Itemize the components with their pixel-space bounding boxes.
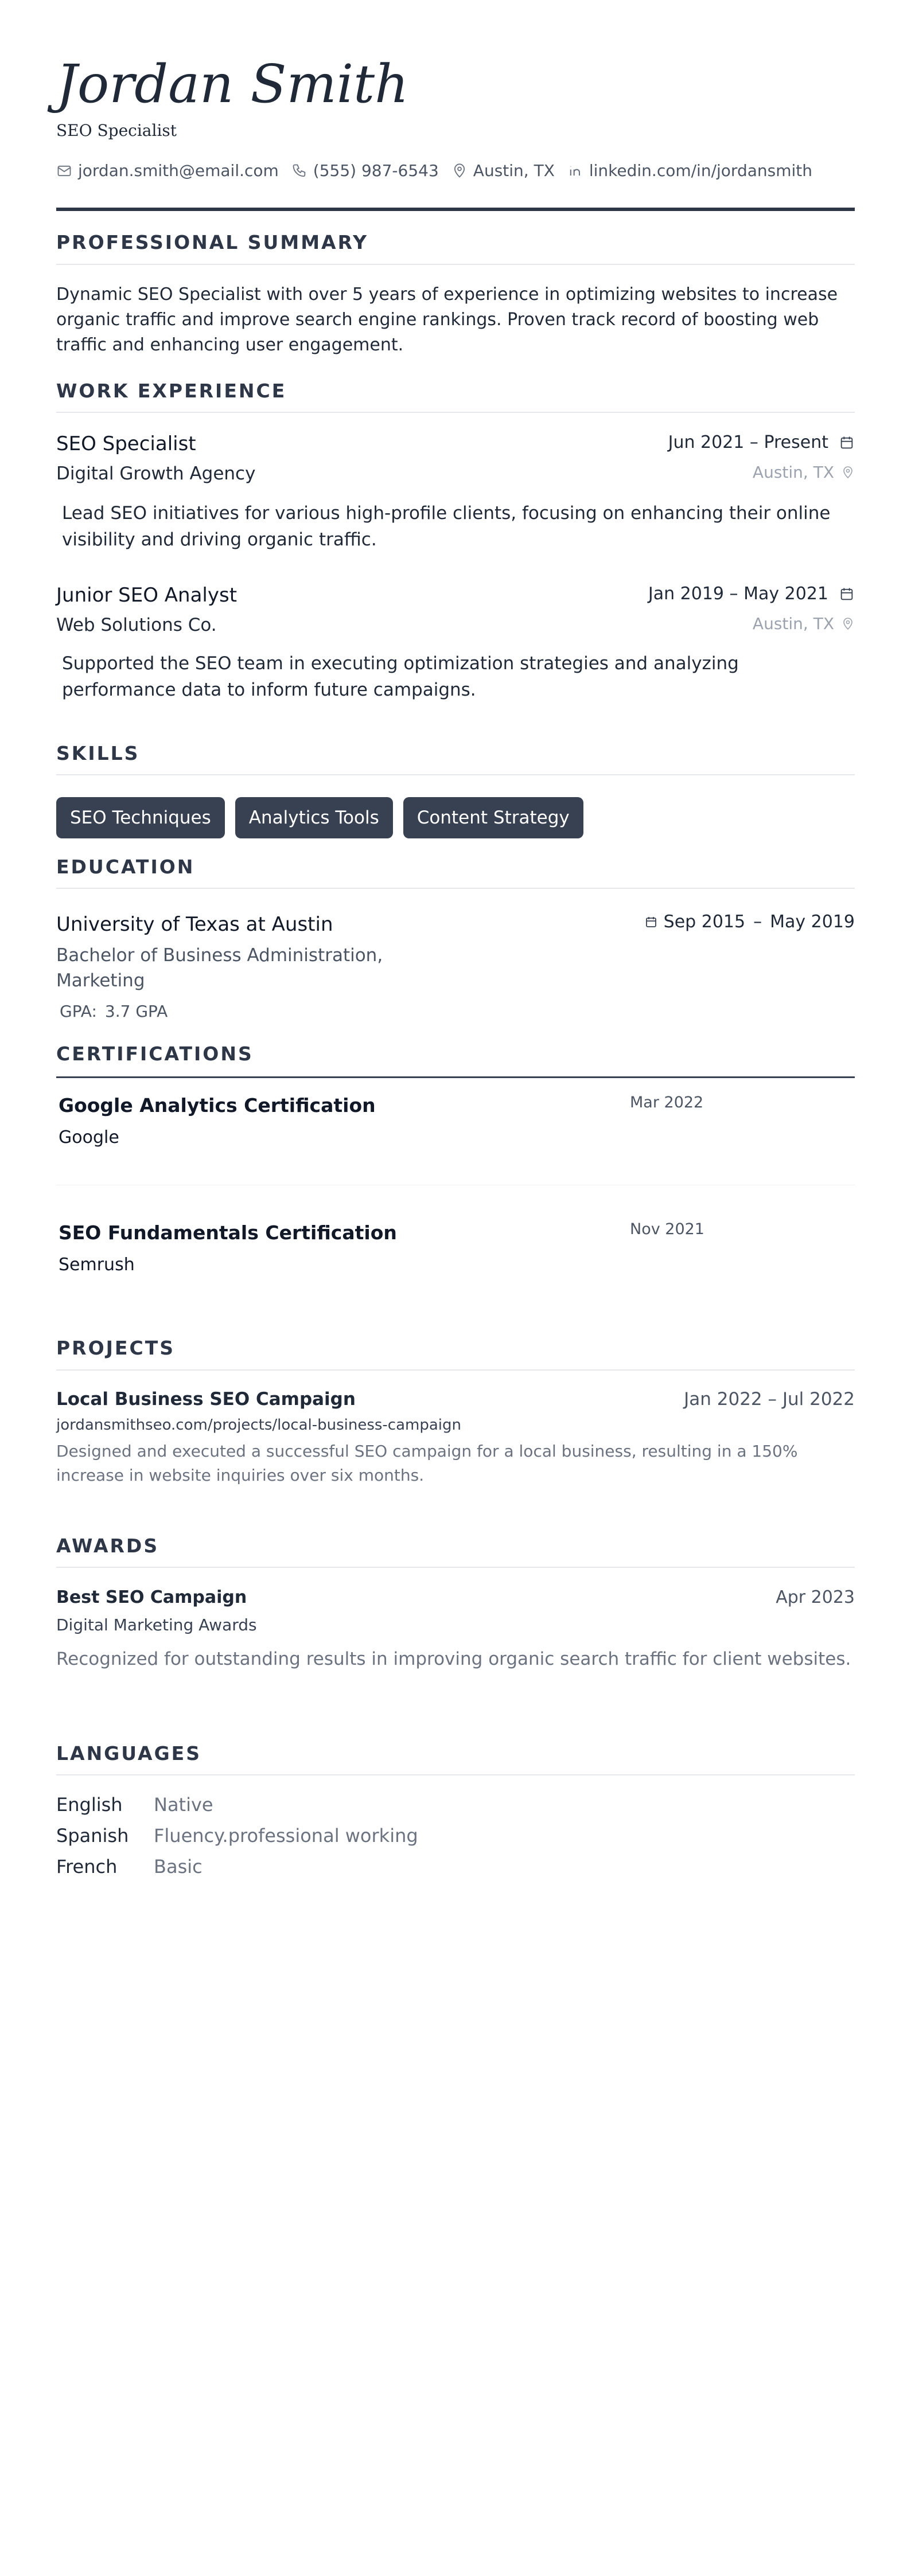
education-end: May 2019: [770, 912, 855, 932]
calendar-icon: [839, 435, 855, 451]
certification-issuer: Google: [59, 1127, 119, 1148]
job-dates-text: Jan 2019 – May 2021: [648, 584, 828, 604]
education-dates: [644, 911, 855, 934]
certification-issuer: Semrush: [59, 1255, 135, 1275]
location-text: Austin, TX: [473, 161, 555, 180]
job-location: [753, 614, 855, 634]
skills-divider: [56, 774, 855, 775]
education-degree: Bachelor of Business Administration, Marketing: [56, 945, 383, 991]
project-dates: Jan 2022 – Jul 2022: [684, 1389, 855, 1410]
mail-icon: [56, 163, 72, 179]
languages-divider: [56, 1774, 855, 1775]
job-dates: [648, 583, 855, 606]
job-description: Lead SEO initiatives for various high-profile clients, focusing on enhancing their online visibility and driving organic traffic.: [62, 503, 831, 550]
job-location: [753, 462, 855, 483]
job-title: Junior SEO Analyst: [56, 584, 238, 607]
skill-tag: Content Strategy: [403, 797, 583, 838]
job-title: SEO Specialist: [56, 432, 196, 455]
map-pin-icon: [841, 466, 855, 479]
linkedin-icon: [567, 163, 583, 179]
calendar-icon: [839, 586, 855, 602]
job-company: Digital Growth Agency: [56, 463, 256, 484]
awards-divider: [56, 1567, 855, 1568]
summary-text: Dynamic SEO Specialist with over 5 years of experience in optimizing websites to increase organic traffic and improve search engine rankings. Proven track record of boosting web traffic and enhancing user engagement.: [56, 284, 838, 355]
skills-list: [56, 797, 594, 838]
date-separator: –: [753, 912, 762, 932]
job-dates-text: Jun 2021 – Present: [668, 432, 828, 452]
language-name: Spanish: [56, 1825, 129, 1847]
certification-date: Nov 2021: [630, 1220, 704, 1238]
language-row: [56, 1793, 213, 1817]
map-pin-icon: [841, 617, 855, 631]
job-description: Supported the SEO team in executing optimization strategies and analyzing performance data to inform future campaigns.: [62, 653, 739, 700]
contact-phone[interactable]: [291, 161, 439, 181]
gpa-label: GPA:: [60, 1002, 97, 1021]
language-level: Native: [154, 1794, 213, 1816]
summary-divider: [56, 264, 855, 265]
contact-linkedin[interactable]: [567, 161, 812, 181]
certifications-divider: [56, 1076, 855, 1078]
certification-name: Google Analytics Certification: [59, 1094, 376, 1117]
map-pin-icon: [451, 163, 468, 179]
language-level: Fluency.professional working: [154, 1825, 418, 1847]
gpa-value: 3.7 GPA: [104, 1002, 168, 1021]
projects-divider: [56, 1369, 855, 1371]
award-organization: Digital Marketing Awards: [56, 1615, 257, 1634]
calendar-icon: [644, 915, 658, 929]
award-name: Best SEO Campaign: [56, 1587, 247, 1607]
language-row: [56, 1824, 418, 1848]
education-start: Sep 2015: [663, 912, 746, 932]
skill-tag: Analytics Tools: [235, 797, 393, 838]
awards-heading: AWARDS: [56, 1535, 159, 1557]
certification-date: Mar 2022: [630, 1094, 704, 1111]
project-name: Local Business SEO Campaign: [56, 1389, 356, 1410]
project-description: Designed and executed a successful SEO campaign for a local business, resulting in a 150% increase in website inquiries over six months.: [56, 1442, 798, 1485]
candidate-name: Jordan Smith: [56, 53, 409, 115]
job-location-text: Austin, TX: [752, 614, 834, 633]
education-divider: [56, 888, 855, 889]
email-text: jordan.smith@email.com: [78, 161, 279, 180]
job-location-text: Austin, TX: [752, 463, 834, 482]
skill-tag: SEO Techniques: [56, 797, 225, 838]
projects-heading: PROJECTS: [56, 1337, 175, 1359]
experience-divider: [56, 412, 855, 413]
skills-heading: SKILLS: [56, 742, 140, 764]
candidate-title: SEO Specialist: [56, 121, 177, 140]
education-school: University of Texas at Austin: [56, 913, 333, 936]
contact-email[interactable]: [56, 161, 279, 181]
phone-icon: [291, 163, 307, 179]
phone-text: (555) 987-6543: [313, 161, 439, 180]
language-name: English: [56, 1794, 123, 1816]
summary-heading: PROFESSIONAL SUMMARY: [56, 231, 369, 253]
language-level: Basic: [154, 1856, 203, 1878]
education-gpa: [60, 1001, 168, 1022]
header-divider: [56, 208, 855, 211]
language-row: [56, 1855, 203, 1879]
contact-bar: [56, 161, 825, 181]
contact-location: [451, 161, 555, 181]
language-name: French: [56, 1856, 118, 1878]
certification-name: SEO Fundamentals Certification: [59, 1221, 397, 1244]
award-date: Apr 2023: [776, 1587, 855, 1607]
languages-heading: LANGUAGES: [56, 1742, 201, 1765]
job-company: Web Solutions Co.: [56, 615, 217, 635]
experience-heading: WORK EXPERIENCE: [56, 380, 287, 402]
project-url[interactable]: jordansmithseo.com/projects/local-business-campaign: [56, 1416, 461, 1434]
job-dates: [668, 431, 855, 454]
certifications-heading: CERTIFICATIONS: [56, 1043, 254, 1065]
education-heading: EDUCATION: [56, 856, 195, 878]
award-description: Recognized for outstanding results in improving organic search traffic for client websites.: [56, 1649, 851, 1669]
linkedin-text: linkedin.com/in/jordansmith: [589, 161, 812, 180]
